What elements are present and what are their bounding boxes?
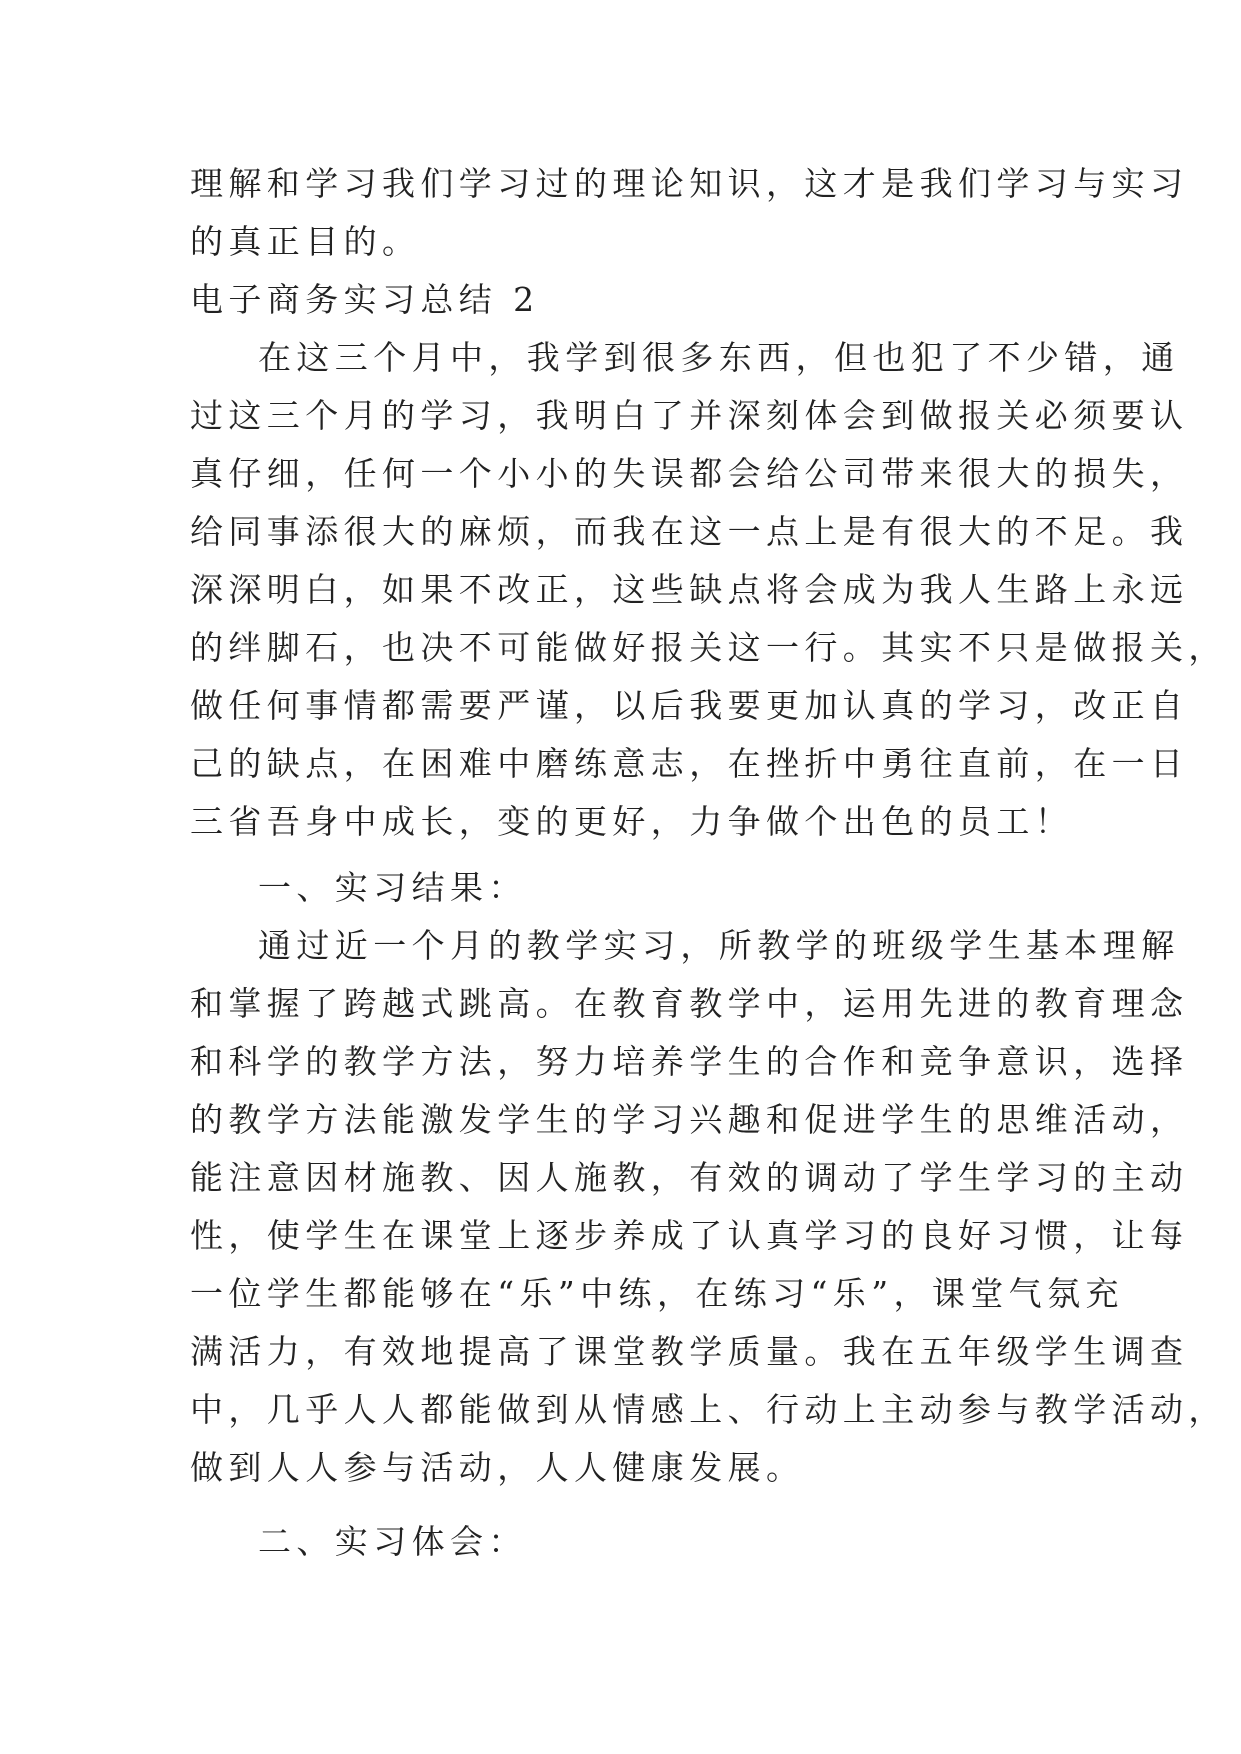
paragraph-1-line-4: 给同事添很大的麻烦，而我在这一点上是有很大的不足。我 xyxy=(190,512,1189,551)
paragraph-2-line-1: 通过近一个月的教学实习，所教学的班级学生基本理解 xyxy=(258,926,1180,965)
paragraph-2-line-9: 中，几乎人人都能做到从情感上、行动上主动参与教学活动， xyxy=(190,1390,1227,1429)
paragraph-1-line-2: 过这三个月的学习，我明白了并深刻体会到做报关必须要认 xyxy=(190,396,1189,435)
paragraph-2-line-4: 的教学方法能激发学生的学习兴趣和促进学生的思维活动， xyxy=(190,1100,1189,1139)
paragraph-2-line-10: 做到人人参与活动，人人健康发展。 xyxy=(190,1448,805,1487)
paragraph-1-line-7: 做任何事情都需要严谨，以后我要更加认真的学习，改正自 xyxy=(190,686,1189,725)
paragraph-1-line-1: 在这三个月中，我学到很多东西，但也犯了不少错，通 xyxy=(258,338,1180,377)
paragraph-1-line-9: 三省吾身中成长，变的更好，力争做个出色的员工！ xyxy=(190,802,1074,841)
paragraph-1-line-8: 己的缺点，在困难中磨练意志，在挫折中勇往直前，在一日 xyxy=(190,744,1189,783)
heading-experience: 二、实习体会： xyxy=(258,1522,527,1561)
paragraph-1-line-6: 的绊脚石，也决不可能做好报关这一行。其实不只是做报关， xyxy=(190,628,1227,667)
section-title: 电子商务实习总结 2 xyxy=(190,280,540,319)
paragraph-2-line-6: 性，使学生在课堂上逐步养成了认真学习的良好习惯，让每 xyxy=(190,1216,1189,1255)
paragraph-1-line-3: 真仔细，任何一个小小的失误都会给公司带来很大的损失， xyxy=(190,454,1189,493)
paragraph-1-line-5: 深深明白，如果不改正，这些缺点将会成为我人生路上永远 xyxy=(190,570,1189,609)
paragraph-2-line-5: 能注意因材施教、因人施教，有效的调动了学生学习的主动 xyxy=(190,1158,1189,1197)
paragraph-2-line-3: 和科学的教学方法，努力培养学生的合作和竞争意识，选择 xyxy=(190,1042,1189,1081)
intro-line-2: 的真正目的。 xyxy=(190,222,421,261)
document-page xyxy=(190,155,1227,1571)
heading-results: 一、实习结果： xyxy=(258,868,527,907)
paragraph-2-line-7: 一位学生都能够在“乐”中练，在练习“乐”，课堂气氛充 xyxy=(190,1274,1124,1313)
paragraph-2-line-2: 和掌握了跨越式跳高。在教育教学中，运用先进的教育理念 xyxy=(190,984,1189,1023)
intro-line-1: 理解和学习我们学习过的理论知识，这才是我们学习与实习 xyxy=(190,164,1189,203)
paragraph-2-line-8: 满活力，有效地提高了课堂教学质量。我在五年级学生调查 xyxy=(190,1332,1189,1371)
